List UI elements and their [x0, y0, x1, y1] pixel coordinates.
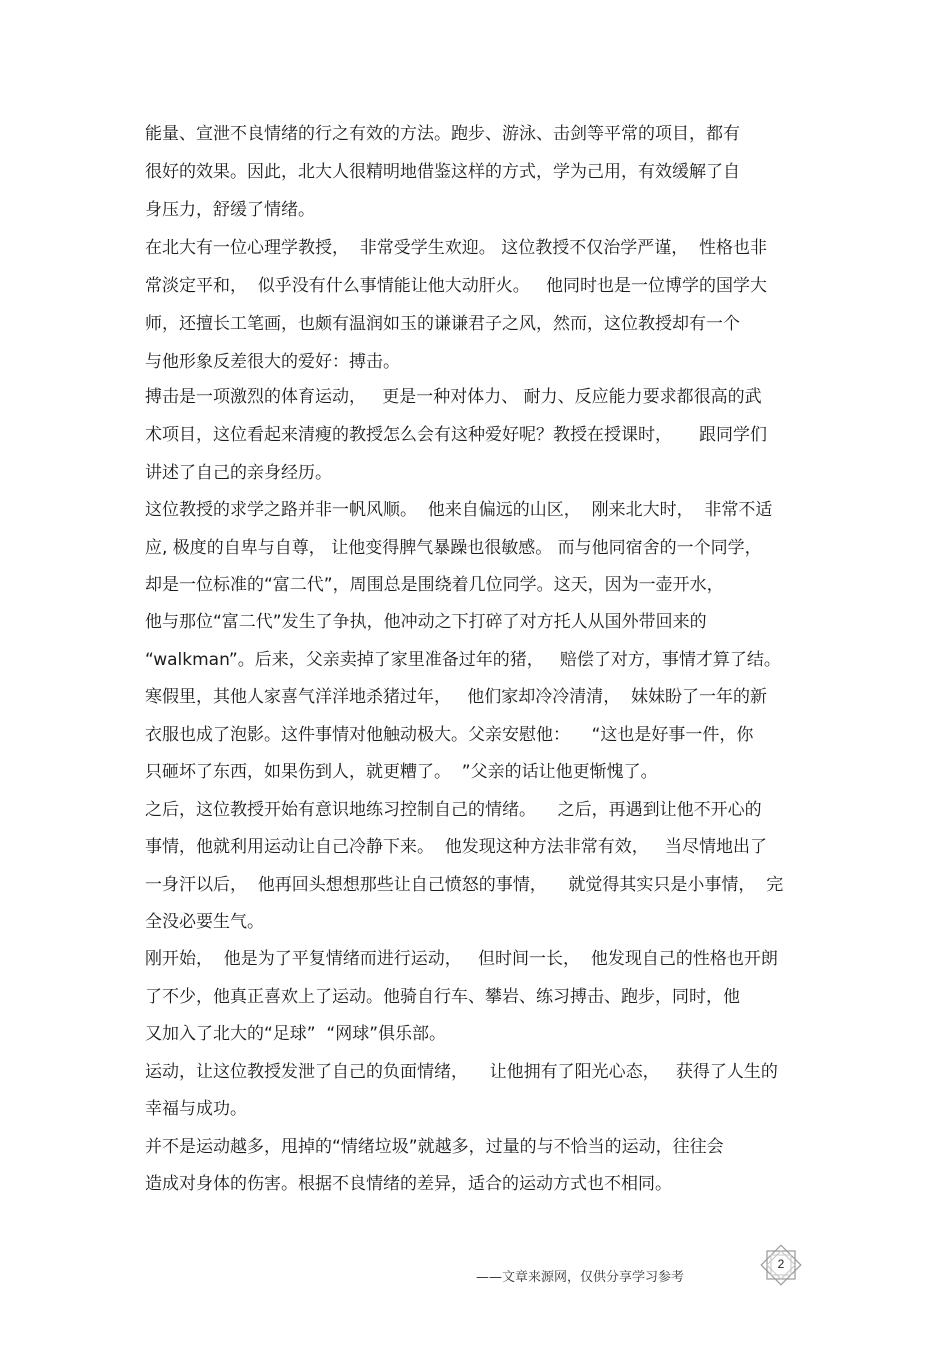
text-line: 只砸坏了东西，如果伤到人，就更糟了。 ”父亲的话让他更惭愧了。 — [145, 762, 658, 782]
page-number-badge — [758, 1242, 804, 1288]
text-line: “walkman”。后来，父亲卖掉了家里准备过年的猪， 赔偿了对方，事情才算了结。 — [145, 650, 781, 670]
footer-source-text: ——文章来源网，仅供分享学习参考 — [476, 1270, 685, 1285]
text-line: 这位教授的求学之路并非一帆风顺。 他来自偏远的山区， 刚来北大时， 非常不适 — [145, 500, 773, 520]
text-line: 术项目，这位看起来清瘦的教授怎么会有这种爱好呢？教授在授课时， 跟同学们 — [145, 425, 768, 445]
text-line: 全没必要生气。 — [145, 912, 264, 932]
text-line: 衣服也成了泡影。这件事情对他触动极大。父亲安慰他： “这也是好事一件，你 — [145, 725, 754, 745]
text-line: 刚开始， 他是为了平复情绪而进行运动， 但时间一长， 他发现自己的性格也开朗 — [145, 949, 778, 969]
text-line: 在北大有一位心理学教授， 非常受学生欢迎。 这位教授不仅治学严谨， 性格也非 — [145, 238, 768, 258]
text-line: 寒假里，其他人家喜气洋洋地杀猪过年， 他们家却冷冷清清， 妹妹盼了一年的新 — [145, 687, 768, 707]
text-line: 了不少，他真正喜欢上了运动。他骑自行车、攀岩、练习搏击、跑步，同时，他 — [145, 987, 740, 1007]
text-line: 讲述了自己的亲身经历。 — [145, 463, 332, 483]
text-line: 能量、宣泄不良情绪的行之有效的方法。跑步、游泳、击剑等平常的项目，都有 — [145, 124, 740, 144]
text-line: 事情，他就利用运动让自己冷静下来。 他发现这种方法非常有效， 当尽情地出了 — [145, 837, 768, 857]
text-line: 又加入了北大的“足球” “网球”俱乐部。 — [145, 1024, 447, 1044]
text-line: 常淡定平和， 似乎没有什么事情能让他大动肝火。 他同时也是一位博学的国学大 — [145, 276, 768, 296]
text-line: 幸福与成功。 — [145, 1099, 247, 1119]
text-line: 他与那位“富二代”发生了争执，他冲动之下打碎了对方托人从国外带回来的 — [145, 612, 707, 632]
text-line: 很好的效果。因此，北大人很精明地借鉴这样的方式，学为己用，有效缓解了自 — [145, 162, 740, 182]
text-line: 与他形象反差很大的爱好：搏击。 — [145, 352, 400, 372]
text-line: 搏击是一项激烈的体育运动， 更是一种对体力、 耐力、反应能力要求都很高的武 — [145, 387, 762, 407]
text-line: 并不是运动越多，甩掉的“情绪垃圾”就越多，过量的与不恰当的运动，往往会 — [145, 1137, 724, 1157]
text-line: 之后，这位教授开始有意识地练习控制自己的情绪。 之后，再遇到让他不开心的 — [145, 800, 762, 820]
text-line: 运动，让这位教授发泄了自己的负面情绪， 让他拥有了阳光心态， 获得了人生的 — [145, 1062, 778, 1082]
text-line: 一身汗以后， 他再回头想想那些让自己愤怒的事情， 就觉得其实只是小事情， 完 — [145, 875, 784, 895]
text-line: 身压力，舒缓了情绪。 — [145, 200, 315, 220]
text-line: 师，还擅长工笔画，也颇有温润如玉的谦谦君子之风，然而，这位教授却有一个 — [145, 314, 740, 334]
page-number: 2 — [777, 1257, 785, 1271]
text-line: 却是一位标准的“富二代”，周围总是围绕着几位同学。这天，因为一壶开水， — [145, 575, 724, 595]
text-line: 应, 极度的自卑与自尊， 让他变得脾气暴躁也很敏感。 而与他同宿舍的一个同学， — [145, 538, 762, 558]
text-line: 造成对身体的伤害。根据不良情绪的差异，适合的运动方式也不相同。 — [145, 1174, 672, 1194]
